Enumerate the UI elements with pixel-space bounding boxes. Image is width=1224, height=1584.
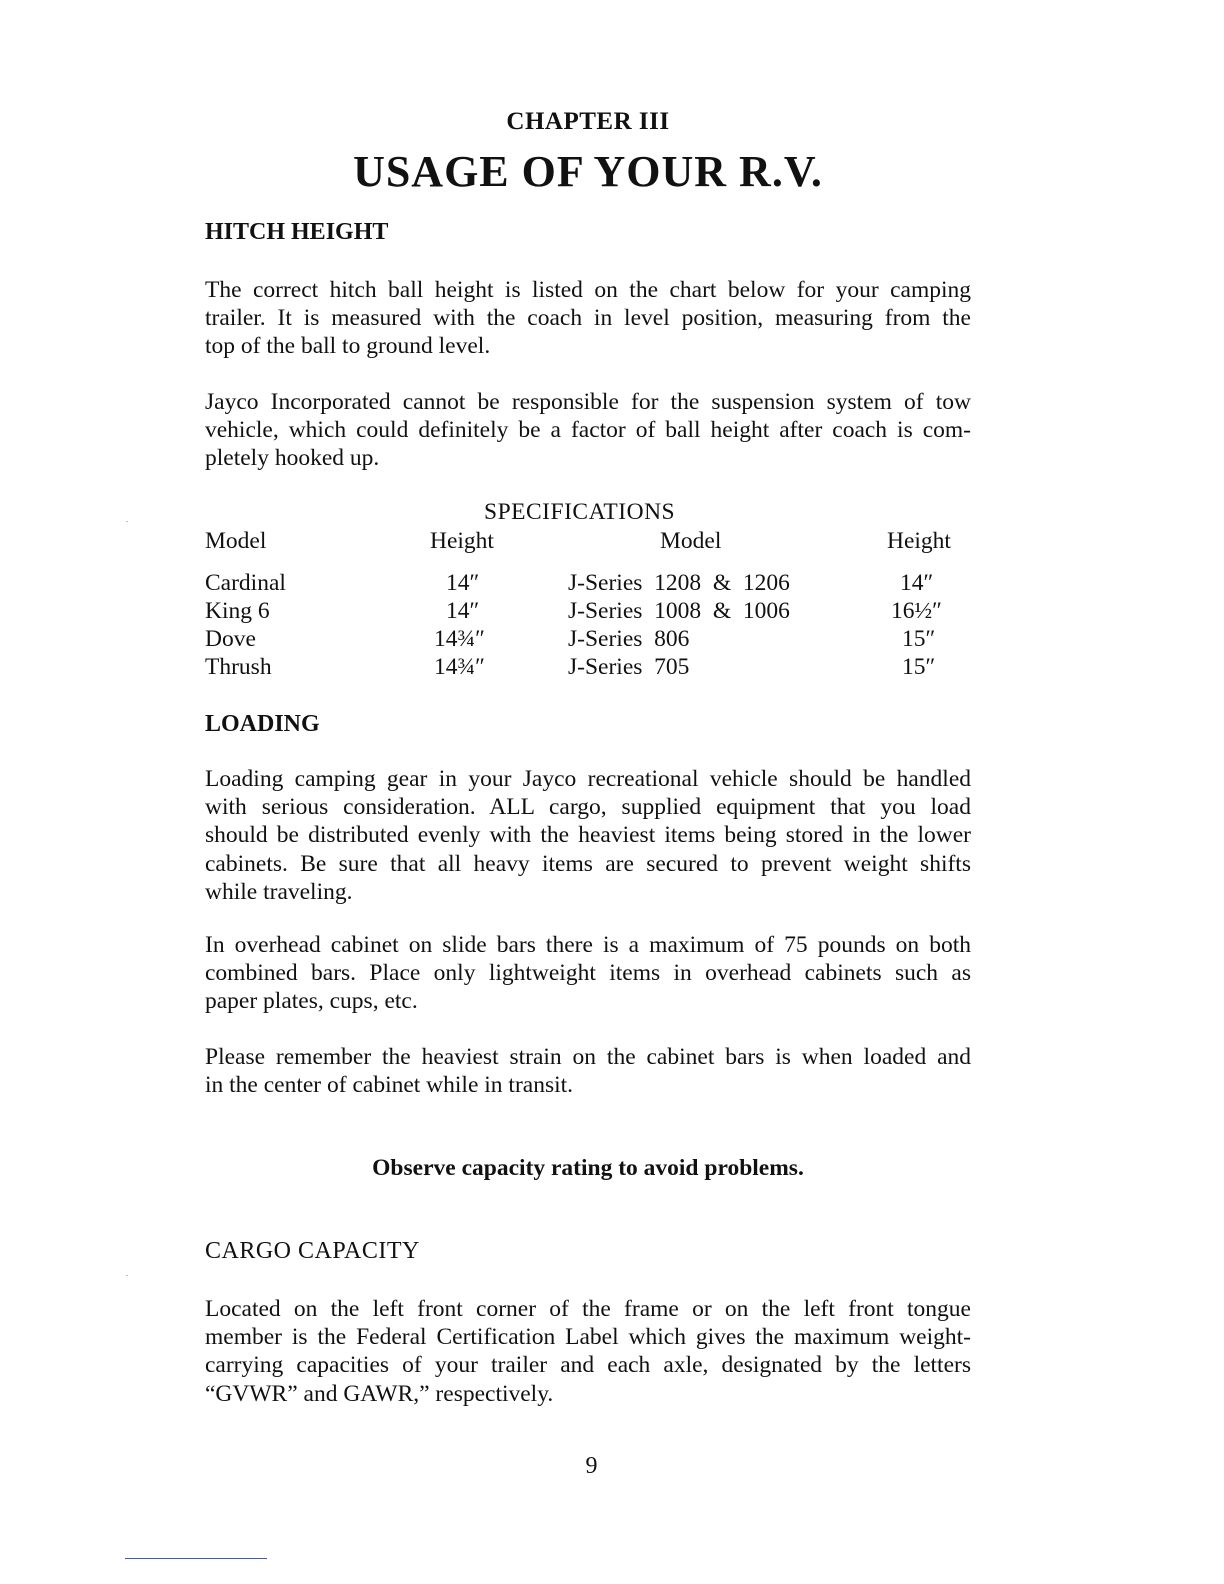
paragraph-line: in the center of cabinet while in transit. [205, 1072, 574, 1099]
table-cell: 14″ [446, 570, 480, 596]
hitch-height-paragraph-2 [205, 388, 971, 473]
paragraph-line: trailer. It is measured with the coach in level position, measuring from the [205, 305, 971, 332]
table-cell: 14″ [900, 570, 934, 596]
paragraph-line: while traveling. [205, 878, 353, 905]
cargo-capacity-heading: CARGO CAPACITY [205, 1238, 420, 1264]
paragraph-line: member is the Federal Certification Label which gives the maximum weight- [205, 1324, 971, 1351]
scan-speck [126, 1275, 128, 1276]
table-header-model-2: Model [660, 528, 722, 554]
table-cell: King 6 [205, 598, 270, 624]
chapter-label: CHAPTER III [506, 108, 670, 135]
loading-paragraph-1 [205, 765, 971, 906]
hitch-height-paragraph-1 [205, 276, 971, 361]
table-cell: J-Series 1208 & 1206 [568, 570, 790, 596]
table-cell: 15″ [902, 626, 936, 652]
table-cell: Cardinal [205, 570, 286, 596]
specifications-title: SPECIFICATIONS [484, 499, 676, 525]
table-cell: Thrush [205, 654, 272, 680]
capacity-notice: Observe capacity rating to avoid problems. [372, 1155, 804, 1181]
paragraph-line: carrying capacities of your trailer and each axle, designated by the letters [205, 1352, 971, 1379]
page-number: 9 [585, 1453, 598, 1479]
chapter-title: USAGE OF YOUR R.V. [353, 147, 823, 196]
loading-heading: LOADING [205, 711, 320, 737]
paragraph-line: In overhead cabinet on slide bars there is a maximum of 75 pounds on both [205, 932, 971, 958]
paragraph-line: Located on the left front corner of the frame or on the left front tongue [205, 1296, 971, 1322]
paragraph-line: Loading camping gear in your Jayco recreational vehicle should be handled [205, 766, 971, 792]
table-cell: 14¾″ [434, 626, 485, 652]
table-cell: J-Series 705 [568, 654, 690, 680]
cargo-capacity-paragraph-1 [205, 1295, 971, 1408]
paragraph-line: should be distributed evenly with the heaviest items being stored in the lower [205, 822, 971, 849]
paragraph-line: cabinets. Be sure that all heavy items are secured to prevent weight shifts [205, 850, 971, 877]
scan-edge-rule [125, 1558, 267, 1559]
paragraph-line: with serious consideration. ALL cargo, supplied equipment that you load [205, 794, 971, 821]
table-header-model: Model [205, 528, 267, 554]
table-cell: 14¾″ [434, 654, 485, 680]
paragraph-line: paper plates, cups, etc. [205, 988, 418, 1015]
loading-paragraph-3 [205, 1043, 971, 1099]
paragraph-line: “GVWR” and GAWR,” respectively. [205, 1380, 554, 1407]
paragraph-line: top of the ball to ground level. [205, 333, 491, 360]
table-header-height-2: Height [887, 528, 951, 554]
paragraph-line: pletely hooked up. [205, 445, 380, 472]
table-cell: 14″ [446, 598, 480, 624]
paragraph-line: combined bars. Place only lightweight items in overhead cabinets such as [205, 960, 971, 987]
table-cell: J-Series 806 [568, 626, 690, 652]
paragraph-line: Please remember the heaviest strain on the cabinet bars is when loaded and [205, 1044, 971, 1070]
table-cell: 16½″ [891, 598, 942, 624]
paragraph-line: The correct hitch ball height is listed on the chart below for your camping [205, 277, 971, 303]
paragraph-line: Jayco Incorporated cannot be responsible for the suspension system of tow [205, 389, 971, 415]
scan-speck [126, 521, 128, 522]
paragraph-line: vehicle, which could definitely be a factor of ball height after coach is com- [205, 417, 971, 444]
table-cell: Dove [205, 626, 256, 652]
table-cell: J-Series 1008 & 1006 [568, 598, 790, 624]
table-cell: 15″ [902, 654, 936, 680]
loading-paragraph-2 [205, 931, 971, 1016]
hitch-height-heading: HITCH HEIGHT [205, 219, 389, 245]
table-header-height: Height [430, 528, 494, 554]
